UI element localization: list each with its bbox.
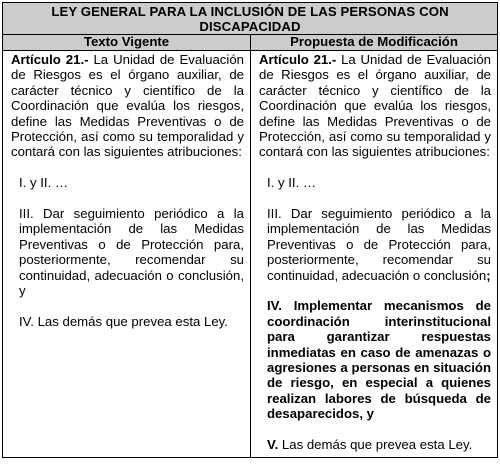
item-3-end: ; [486, 267, 491, 283]
item-3: III. Dar seguimiento periódico a la implementación de las Medidas Preventivas o de Protección para, posteriormente, recomendar su continuidad, adecuación o conclusión, y [19, 206, 244, 299]
item-3-text: III. Dar seguimiento periódico a la implementación de las Medidas Preventivas o de Protección para, posteriormente, recomendar su continuidad, adecuación o conclusión [267, 206, 492, 283]
article-label: Artículo 21.- [259, 52, 337, 67]
header-texto-vigente: Texto Vigente [3, 35, 251, 51]
item-5-text: Las demás que prevea esta Ley. [278, 437, 473, 453]
item-1-2: I. y II. … [19, 175, 69, 191]
item-5 [259, 437, 491, 452]
article-paragraph [259, 52, 491, 160]
proposal-column [251, 51, 498, 458]
item-1-2: I. y II. … [267, 175, 317, 191]
content-row [3, 51, 498, 458]
item-5-label: V. [267, 437, 279, 453]
header-propuesta: Propuesta de Modificación [251, 35, 498, 51]
current-text-column [3, 51, 251, 458]
comparison-table [2, 2, 498, 458]
header-row [3, 35, 498, 51]
item-3 [259, 206, 491, 283]
title-row [3, 3, 498, 35]
article-text: La Unidad de Evaluación de Riesgos es el órgano auxiliar, de carácter técnico y científico de la Coordinación que evalúa los riesgos, define las Medidas Preventivas o de Protección, así como su temporalidad y contará con las siguientes atribuciones: [11, 52, 244, 160]
item-4-new: IV. Implementar mecanismos de coordinación interinstitucional para garantizar respuestas inmediatas en caso de amenazas o agresiones a personas en situación de riesgo, en especial a quienes realizan labores de búsqueda de desaparecidos, y [267, 298, 492, 422]
article-paragraph [11, 52, 244, 160]
article-label: Artículo 21.- [11, 52, 89, 67]
article-text: La Unidad de Evaluación de Riesgos es el órgano auxiliar, de carácter técnico y científico de la Coordinación que evalúa los riesgos, define las Medidas Preventivas o de Protección, así como su temporalidad y contará con las siguientes atribuciones: [259, 52, 492, 160]
item-4: IV. Las demás que prevea esta Ley. [19, 313, 228, 329]
table-title: LEY GENERAL PARA LA INCLUSIÓN DE LAS PERSONAS CON DISCAPACIDAD [3, 3, 498, 35]
